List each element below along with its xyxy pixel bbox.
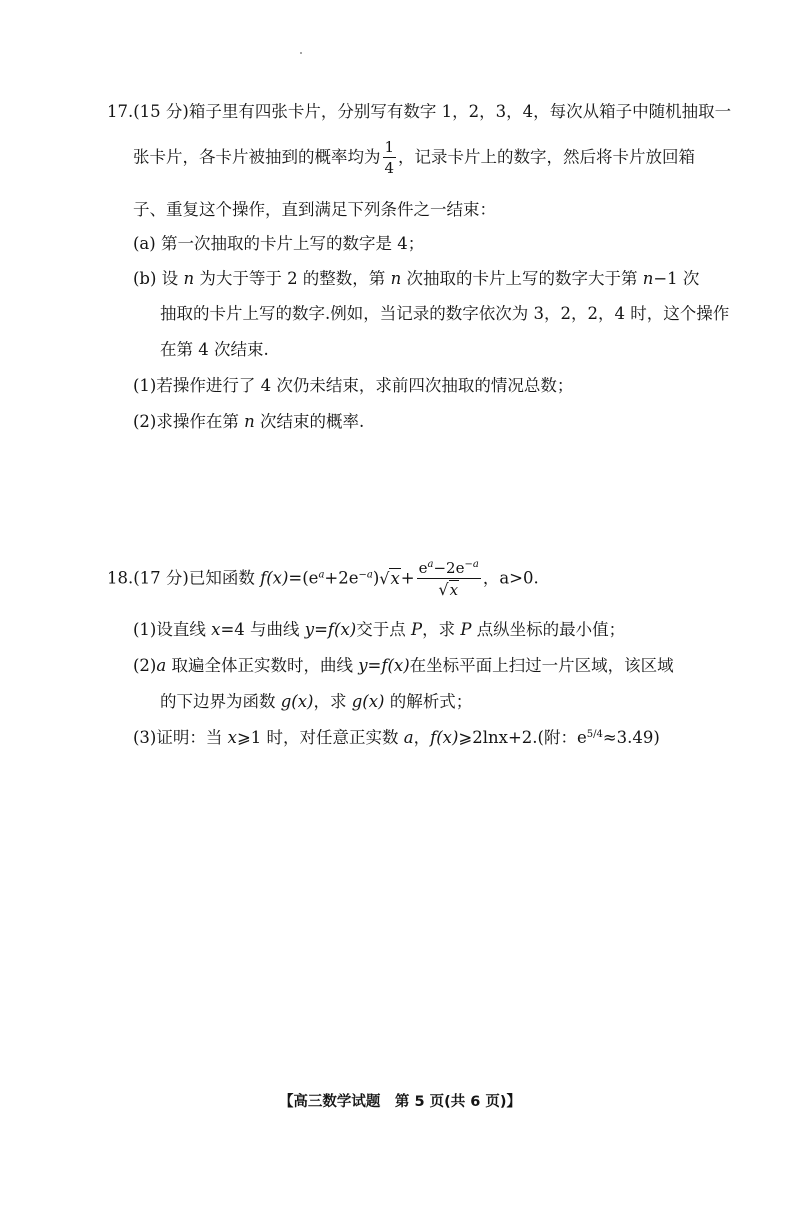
q18-part-2: (2)a 取遍全体正实数时，曲线 y=f(x)在坐标平面上扫过一片区域，该区域 (133, 656, 674, 675)
q17-line-2: 张卡片，各卡片被抽到的概率均为 $\frac{1}{4}$ ，记录卡片上的数字，然后将卡片放回箱 (133, 138, 696, 177)
q18-part-2-cont: 的下边界为函数 g(x)，求 g(x) 的解析式； (160, 692, 473, 711)
scan-speck (300, 52, 302, 54)
q17-line-1: 17.(15 分)箱子里有四张卡片，分别写有数字 1，2，3，4，每次从箱子中随机抽取一 (107, 102, 732, 121)
q17-part-1: (1)若操作进行了 4 次仍未结束，求前四次抽取的情况总数； (133, 376, 574, 395)
q17-part-2: (2)求操作在第 n 次结束的概率. (133, 412, 365, 431)
q17-condition-a: (a) 第一次抽取的卡片上写的数字是 4； (133, 234, 425, 253)
sqrt-x: √x (379, 568, 400, 588)
q17-condition-b-end: 在第 4 次结束. (160, 340, 269, 359)
fraction-one-quarter: $\frac{1}{4}$ (384, 138, 395, 177)
q18-part-3: (3)证明：当 x⩾1 时，对任意正实数 a，f(x)⩾2lnx+2.(附：$e^{5/4}\approx 3.49$) (133, 728, 660, 747)
page-footer: 【高三数学试题 第 5 页(共 6 页)】 (278, 1094, 522, 1110)
q18-part-1: (1)设直线 x=4 与曲线 y=f(x)交于点 P，求 P 点纵坐标的最小值； (133, 620, 626, 639)
q17-line-3: 子、重复这个操作，直到满足下列条件之一结束： (133, 200, 496, 219)
q17-condition-b-cont: 抽取的卡片上写的数字.例如，当记录的数字依次为 3，2，2，4 时，这个操作 (160, 304, 730, 323)
q18-line-1: 18.(17 分)已知函数 $f(x)=(e^a+2e^{-a})√x+$ $\frac{e^a-2e^{-a}}{√x}$ ，a>0. (107, 559, 539, 599)
q17-condition-b: (b) 设 n 为大于等于 2 的整数，第 n 次抽取的卡片上写的数字大于第 n−1 次 (133, 269, 700, 288)
fraction-exp: $\frac{e^a-2e^{-a}}{√x}$ (418, 559, 479, 599)
